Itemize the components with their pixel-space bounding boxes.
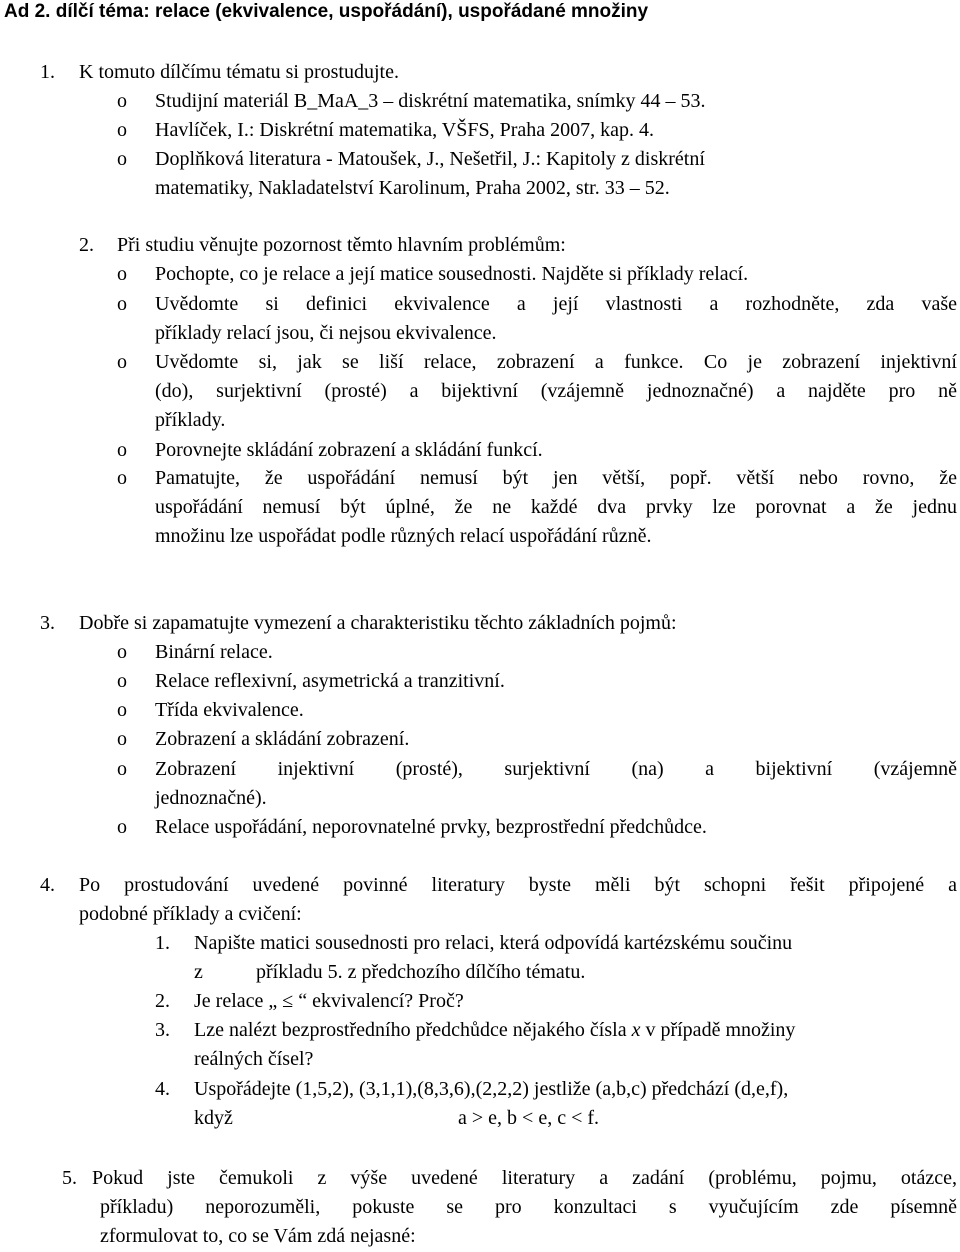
section-2-line: příklady. xyxy=(155,409,226,431)
exercise-text-part: Lze nalézt bezprostředního předchůdce nějakého čísla xyxy=(194,1019,627,1041)
exercise-text: Je relace „ ≤ “ ekvivalencí? Proč? xyxy=(194,990,464,1012)
section-2-number: 2. xyxy=(79,234,94,256)
bullet: o xyxy=(117,670,127,692)
section-1-item: Havlíček, I.: Diskrétní matematika, VŠFS, Praha 2007, kap. 4. xyxy=(155,119,654,141)
bullet: o xyxy=(117,439,127,461)
section-2-heading: Při studiu věnujte pozornost těmto hlavním problémům: xyxy=(117,234,566,256)
exercise-text: Napište matici sousednosti pro relaci, která odpovídá kartézskému součinu xyxy=(194,932,793,954)
section-3-term: Zobrazení a skládání zobrazení. xyxy=(155,728,410,750)
section-3-heading: Dobře si zapamatujte vymezení a charakteristiku těchto základních pojmů: xyxy=(79,612,677,634)
section-3-term: Binární relace. xyxy=(155,641,273,663)
exercise-text: reálných čísel? xyxy=(194,1048,314,1070)
exercise-condition: a > e, b < e, c < f. xyxy=(458,1107,600,1129)
section-3-term: Relace uspořádání, neporovnatelné prvky, bezprostřední předchůdce. xyxy=(155,816,707,838)
bullet: o xyxy=(117,816,127,838)
bullet: o xyxy=(117,641,127,663)
bullet: o xyxy=(117,90,127,112)
section-2-line-justified: Pamatujte, že uspořádání nemusí být jen větší, popř. větší nebo rovno, že xyxy=(155,467,957,489)
exercise-text: když xyxy=(194,1107,233,1129)
bullet: o xyxy=(117,728,127,750)
bullet: o xyxy=(117,263,127,285)
section-4-number: 4. xyxy=(40,874,55,896)
section-2-line-justified: (do), surjektivní (prosté) a bijektivní (vzájemně jednoznačné) a najděte pro ně xyxy=(155,380,957,402)
bullet: o xyxy=(117,148,127,170)
bullet: o xyxy=(117,293,127,315)
section-3-term: Relace reflexivní, asymetrická a tranzitivní. xyxy=(155,670,505,692)
exercise-number: 1. xyxy=(155,932,170,954)
section-3-term: Třída ekvivalence. xyxy=(155,699,304,721)
section-2-line: příklady relací jsou, či nejsou ekvivalence. xyxy=(155,322,497,344)
section-2-line-justified: Uvědomte si, jak se liší relace, zobrazení a funkce. Co je zobrazení injektivní xyxy=(155,351,957,373)
bullet: o xyxy=(117,351,127,373)
bullet: o xyxy=(117,119,127,141)
section-1-heading: K tomuto dílčímu tématu si prostudujte. xyxy=(79,61,399,83)
section-2-line-justified: uspořádání nemusí být úplné, že ne každé dva prvky lze porovnat a že jednu xyxy=(155,496,957,518)
section-3-term: jednoznačné). xyxy=(155,787,267,809)
exercise-text xyxy=(194,1016,795,1045)
section-2-line-justified: Uvědomte si definici ekvivalence a její vlastnosti a rozhodněte, zda vaše xyxy=(155,293,957,315)
exercise-text: Uspořádejte (1,5,2), (3,1,1),(8,3,6),(2,2,2) jestliže (a,b,c) předchází (d,e,f), xyxy=(194,1078,789,1100)
section-4-heading-continuation: podobné příklady a cvičení: xyxy=(79,903,302,925)
section-5-number: 5. xyxy=(62,1167,77,1189)
exercise-text-part: v případě množiny xyxy=(645,1019,796,1041)
section-1-item: Doplňková literatura - Matoušek, J., Nešetřil, J.: Kapitoly z diskrétní xyxy=(155,148,705,170)
bullet: o xyxy=(117,758,127,780)
exercise-number: 2. xyxy=(155,990,170,1012)
section-5-line-justified: Pokud jste čemukoli z výše uvedené literatury a zadání (problému, pojmu, otázce, xyxy=(92,1167,957,1189)
exercise-number: 4. xyxy=(155,1078,170,1100)
section-2-line: Pochopte, co je relace a její matice sousednosti. Najděte si příklady relací. xyxy=(155,263,749,285)
exercise-number: 3. xyxy=(155,1019,170,1041)
section-5-line: zformulovat to, co se Vám zdá nejasné: xyxy=(100,1225,416,1247)
section-1-item: Studijní materiál B_MaA_3 – diskrétní matematika, snímky 44 – 53. xyxy=(155,90,706,112)
section-3-number: 3. xyxy=(40,612,55,634)
section-2-line: množinu lze uspořádat podle různých relací uspořádání různě. xyxy=(155,525,652,547)
section-2-line: Porovnejte skládání zobrazení a skládání funkcí. xyxy=(155,439,543,461)
bullet: o xyxy=(117,467,127,489)
bullet: o xyxy=(117,699,127,721)
section-1-item-continuation: matematiky, Nakladatelství Karolinum, Praha 2002, str. 33 – 52. xyxy=(155,177,670,199)
section-4-heading: Po prostudování uvedené povinné literatury byste měli být schopni řešit připojené a xyxy=(79,874,957,896)
exercise-text: z xyxy=(194,961,203,983)
math-variable: x xyxy=(631,1019,641,1041)
exercise-text: příkladu 5. z předchozího dílčího tématu. xyxy=(256,961,586,983)
section-1-number: 1. xyxy=(40,61,55,83)
section-3-term-justified: Zobrazení injektivní (prosté), surjektivní (na) a bijektivní (vzájemně xyxy=(155,758,957,780)
section-5-line-justified: příkladu) neporozuměli, pokuste se pro konzultaci s vyučujícím zde písemně xyxy=(100,1196,957,1218)
page-title: Ad 2. dílčí téma: relace (ekvivalence, uspořádání), uspořádané množiny xyxy=(4,1,649,22)
